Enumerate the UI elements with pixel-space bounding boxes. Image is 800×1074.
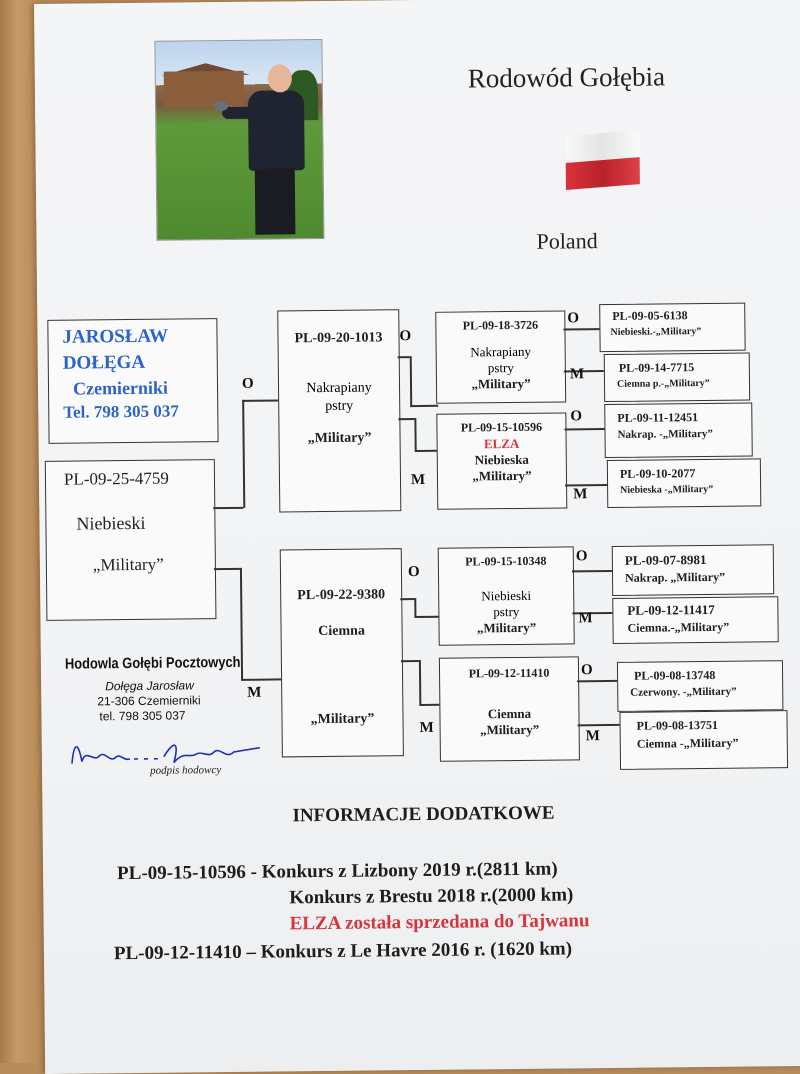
great-grandparent-box [612, 596, 778, 644]
gg-ring: PL-09-14-7715 [618, 360, 695, 375]
sex-marker: O [399, 328, 412, 345]
great-grandparent-box [619, 710, 788, 770]
stamp-title: Hodowla Gołębi Pocztowych [64, 653, 241, 673]
stamp-name: Dołęga Jarosław [105, 678, 194, 694]
sex-marker: M [578, 610, 593, 627]
info-line-3: ELZA została sprzedana do Tajwanu [289, 910, 590, 935]
sex-marker: M [410, 471, 426, 489]
gg-ring: PL-09-08-13748 [633, 667, 716, 683]
gg-desc: Ciemna p.-„Military” [616, 377, 710, 390]
great-grandparent-box [607, 458, 761, 508]
gg-desc: Niebieski.-„Military” [610, 326, 702, 338]
mf-ring: PL-09-15-10348 [465, 553, 547, 569]
main-bird-box [45, 459, 217, 621]
country-label: Poland [536, 228, 598, 254]
page-title: Rodowód Gołębia [467, 61, 666, 94]
gg-ring: PL-09-10-2077 [619, 466, 696, 481]
gg-ring: PL-09-07-8981 [624, 551, 707, 568]
fm-ring: PL-09-15-10596 [460, 419, 543, 435]
sex-marker: O [570, 408, 583, 425]
father-strain: „Military” [307, 430, 372, 447]
owner-box [47, 318, 218, 444]
gg-ring: PL-09-11-12451 [617, 410, 699, 425]
great-grandparent-box [617, 660, 784, 712]
great-grandparent-box [604, 403, 753, 459]
mf-strain: „Military” [476, 619, 537, 636]
mm-color: Ciemna [487, 705, 532, 722]
mf-color: Niebieski [481, 587, 532, 604]
sex-marker: O [567, 310, 580, 327]
mother-color: Ciemna [318, 623, 365, 640]
ff-strain: „Military” [471, 375, 531, 392]
sex-marker: O [407, 563, 420, 581]
ff-ring: PL-09-18-3726 [462, 317, 539, 333]
mf-pattern: pstry [493, 603, 520, 620]
gg-desc: Ciemna -„Military” [636, 735, 739, 751]
gg-ring: PL-09-05-6138 [612, 308, 688, 323]
gg-ring: PL-09-12-11417 [627, 601, 715, 618]
ff-pattern: pstry [487, 359, 514, 376]
maternal-grandmother-box [439, 656, 580, 761]
father-pattern: pstry [325, 398, 354, 414]
info-line-4: PL-09-12-11410 – Konkurs z Le Havre 2016 r. (1620 km) [113, 938, 573, 965]
great-grandparent-box [599, 303, 745, 353]
info-heading: INFORMACJE DODATKOWE [292, 802, 555, 827]
sex-marker: M [247, 684, 262, 701]
sex-marker: M [419, 719, 434, 737]
owner-phone: Tel. 798 305 037 [63, 401, 179, 422]
great-grandparent-box [612, 544, 775, 596]
mother-box [280, 548, 404, 757]
sex-marker: M [573, 486, 588, 503]
info-line-2: Konkurs z Brestu 2018 r.(2000 km) [289, 884, 574, 909]
ff-color: Nakrapiany [470, 343, 532, 360]
sex-marker: O [575, 548, 588, 565]
father-ring: PL-09-20-1013 [294, 330, 383, 347]
main-bird-strain: „Military” [92, 554, 164, 575]
owner-first-name: JAROSŁAW [62, 325, 169, 348]
mm-ring: PL-09-12-11410 [468, 665, 550, 681]
mother-strain: „Military” [310, 711, 375, 728]
main-bird-color: Niebieski [76, 512, 146, 534]
father-color: Nakrapiany [306, 380, 372, 397]
gg-desc: Ciemna.-„Military” [627, 619, 730, 635]
main-bird-ring: PL-09-25-4759 [63, 468, 169, 489]
sex-marker: M [585, 728, 600, 745]
paternal-grandfather-box [435, 310, 566, 403]
owner-last-name: DOŁĘGA [62, 351, 146, 374]
poland-flag-icon [565, 130, 640, 190]
father-box [277, 309, 401, 512]
stamp-address: 21-306 Czemierniki [97, 693, 201, 709]
gg-desc: Nakrap. -„Military” [617, 427, 713, 441]
signature-caption: podpis hodowcy [149, 764, 222, 777]
great-grandparent-box [604, 353, 750, 403]
fm-color: Niebieska [474, 451, 529, 468]
paternal-grandmother-box [436, 412, 567, 509]
owner-town: Czemierniki [72, 377, 169, 399]
stamp-phone: tel. 798 305 037 [99, 708, 186, 724]
mm-strain: „Military” [479, 721, 540, 738]
fm-name: ELZA [483, 435, 520, 452]
sex-marker: O [241, 375, 254, 392]
breeder-photo [154, 39, 324, 241]
maternal-grandfather-box [438, 546, 575, 645]
sex-marker: O [580, 662, 593, 679]
fm-strain: „Military” [472, 467, 532, 484]
sex-marker: M [569, 366, 585, 383]
gg-desc: Niebieska -„Military” [620, 483, 714, 496]
gg-ring: PL-09-08-13751 [636, 717, 718, 733]
pedigree-sheet [34, 0, 800, 1074]
gg-desc: Nakrap. „Military” [624, 569, 726, 585]
gg-desc: Czerwony. -„Military” [630, 685, 737, 699]
info-line-1: PL-09-15-10596 - Konkurs z Lizbony 2019 r.(2811 km) [117, 858, 558, 885]
mother-ring: PL-09-22-9380 [297, 587, 386, 604]
